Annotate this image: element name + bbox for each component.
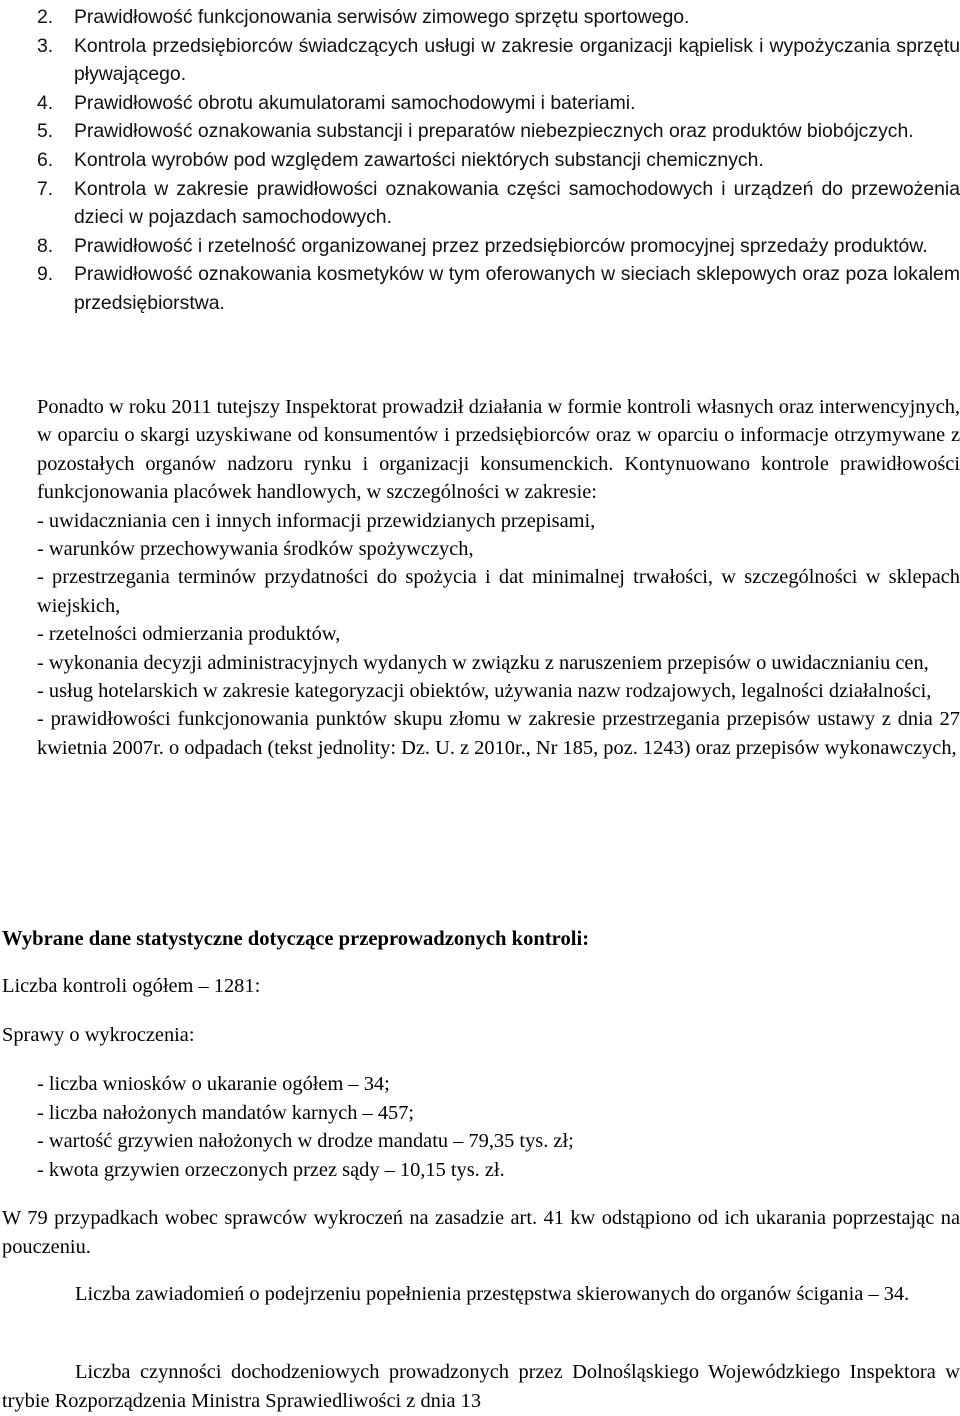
list-item-text: Kontrola wyrobów pod względem zawartości niektórych substancji chemicznych. bbox=[74, 148, 764, 171]
list-item-text: Prawidłowość oznakowania substancji i preparatów niebezpiecznych oraz produktów biobójczych. bbox=[74, 120, 914, 143]
dash-item: - prawidłowości funkcjonowania punktów skupu złomu w zakresie przestrzegania przepisów ustawy z dnia 27 kwietnia 2007r. o odpadach (tekst jednolity: Dz. U. z 2010r., Nr 185, poz. 1243) oraz przepisów wykonawczych, bbox=[37, 708, 960, 759]
list-item bbox=[37, 260, 960, 317]
list-item-text: Prawidłowość funkcjonowania serwisów zimowego sprzętu sportowego. bbox=[74, 6, 690, 28]
offence-item: - wartość grzywien nałożonych w drodze mandatu – 79,35 tys. zł; bbox=[37, 1130, 574, 1153]
offence-item: - liczba nałożonych mandatów karnych – 457; bbox=[37, 1101, 415, 1124]
offences-label: Sprawy o wykroczenia: bbox=[2, 1024, 195, 1046]
list-item-text: Prawidłowość i rzetelność organizowanej przez przedsiębiorców promocyjnej sprzedaży produktów. bbox=[74, 234, 928, 257]
list-item-text: Prawidłowość oznakowania kosmetyków w tym oferowanych w sieciach sklepowych oraz poza lokalem przedsiębiorstwa. bbox=[74, 263, 960, 314]
list-item bbox=[37, 117, 960, 146]
intro-paragraph: Ponadto w roku 2011 tutejszy Inspektorat prowadził działania w formie kontroli własnych oraz interwencyjnych, w oparciu o skargi uzyskiwane od konsumentów i przedsiębiorców oraz w oparciu o informacje otrzymywane z pozostałych organów nadzoru rynku i organizacji konsumenckich. Kontynuowano kontrole prawidłowości funkcjonowania placówek handlowych, w szczególności w zakresie: bbox=[37, 396, 960, 504]
inspection-scope-section bbox=[37, 393, 960, 762]
list-item bbox=[37, 175, 960, 232]
list-item-text: Kontrola w zakresie prawidłowości oznakowania części samochodowych i urządzeń do przewożenia dzieci w pojazdach samochodowych. bbox=[74, 177, 960, 229]
dash-item: - warunków przechowywania środków spożywczych, bbox=[37, 538, 474, 561]
dash-item: - rzetelności odmierzania produktów, bbox=[37, 623, 341, 646]
list-item-text: Kontrola przedsiębiorców świadczących usługi w zakresie organizacji kąpielisk i wypożyczania sprzętu pływającego. bbox=[74, 34, 960, 86]
list-item bbox=[37, 3, 960, 32]
list-item bbox=[37, 232, 960, 261]
offence-item: - liczba wniosków o ukaranie ogółem – 34; bbox=[37, 1073, 390, 1095]
list-item-text: Prawidłowość obrotu akumulatorami samochodowymi i bateriami. bbox=[74, 91, 636, 114]
stats-heading: Wybrane dane statystyczne dotyczące przeprowadzonych kontroli: bbox=[2, 928, 590, 950]
offence-item: - kwota grzywien orzeczonych przez sądy – 10,15 tys. zł. bbox=[37, 1158, 505, 1181]
list-item-number: 4. bbox=[37, 91, 54, 114]
investigations-paragraph: Liczba czynności dochodzeniowych prowadzonych przez Dolnośląskiego Wojewódzkiego Inspektora w trybie Rozporządzenia Ministra Sprawiedliwości z dnia 13 bbox=[2, 1361, 960, 1412]
art41-paragraph: W 79 przypadkach wobec sprawców wykroczeń na zasadzie art. 41 kw odstąpiono od ich ukarania poprzestając na pouczeniu. bbox=[2, 1207, 960, 1258]
notifications-paragraph: Liczba zawiadomień o podejrzeniu popełnienia przestępstwa skierowanych do organów ścigania – 34. bbox=[75, 1283, 910, 1305]
list-item bbox=[37, 146, 960, 175]
dash-item: - usług hotelarskich w zakresie kategoryzacji obiektów, używania nazw rodzajowych, legalności działalności, bbox=[37, 680, 932, 703]
list-item bbox=[37, 89, 960, 118]
offence-list bbox=[37, 1070, 574, 1184]
total-controls: Liczba kontroli ogółem – 1281: bbox=[2, 975, 261, 997]
list-item-number: 6. bbox=[37, 148, 54, 171]
dash-item: - przestrzegania terminów przydatności do spożycia i dat minimalnej trwałości, w szczególności w sklepach wiejskich, bbox=[37, 566, 960, 617]
list-item-number: 2. bbox=[37, 6, 54, 28]
list-item bbox=[37, 32, 960, 89]
dash-item: - wykonania decyzji administracyjnych wydanych w związku z naruszeniem przepisów o uwidacznianiu cen, bbox=[37, 651, 929, 674]
list-item-number: 7. bbox=[37, 177, 54, 200]
dash-item: - uwidaczniania cen i innych informacji przewidzianych przepisami, bbox=[37, 509, 596, 532]
list-item-number: 8. bbox=[37, 234, 54, 257]
list-item-number: 5. bbox=[37, 120, 54, 143]
list-item-number: 3. bbox=[37, 34, 54, 57]
numbered-list bbox=[37, 3, 960, 318]
list-item-number: 9. bbox=[37, 263, 54, 286]
